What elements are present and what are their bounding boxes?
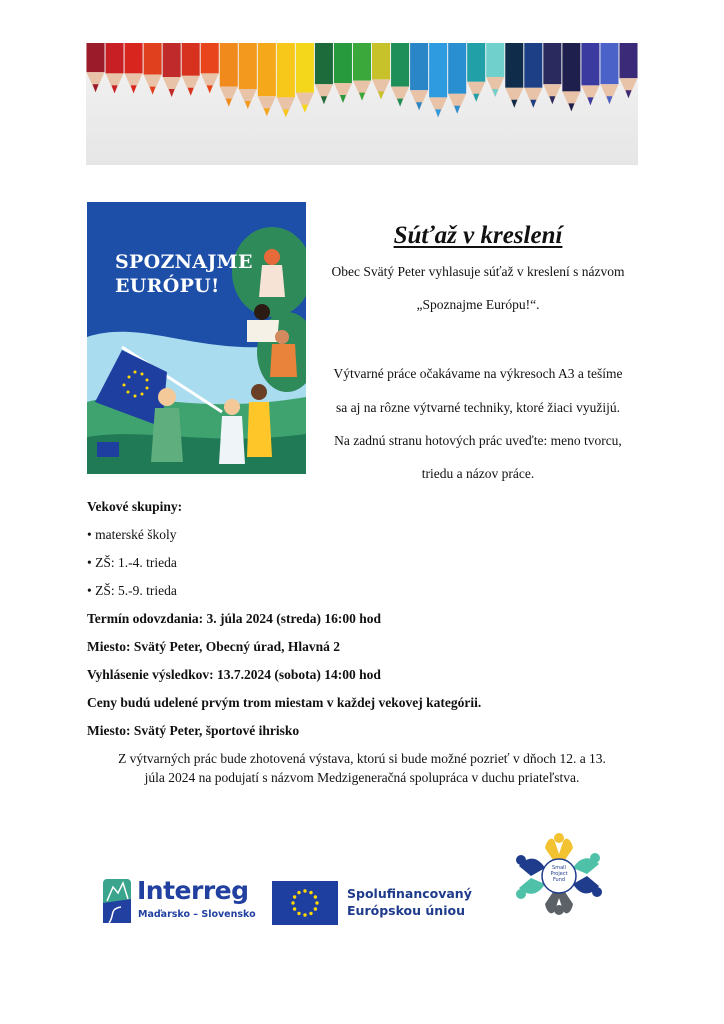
poster-illustration — [87, 202, 306, 474]
pencil — [334, 43, 352, 103]
pencil — [315, 43, 333, 104]
eu-text-line-1: Spolufinancovaný — [347, 886, 472, 901]
eu-star — [314, 907, 317, 910]
poster-title-line2: EURÓPU! — [115, 275, 220, 297]
eu-star — [303, 913, 306, 916]
deadline: Termín odovzdania: 3. júla 2024 (streda) 16:00 hod — [87, 611, 382, 626]
body-line-2: sa aj na rôzne výtvarné techniky, ktoré žiaci využijú. — [335, 400, 620, 415]
pencil — [125, 43, 143, 93]
pencil — [486, 43, 504, 97]
interreg-subtitle: Maďarsko – Slovensko — [138, 909, 256, 920]
closing-line-1: Z výtvarných prác bude zhotovená výstava, ktorú si bude možné pozrieť v dňoch 12. a 13. — [118, 751, 606, 766]
spf-text: Small Project Fund — [550, 865, 568, 883]
pencil — [296, 43, 314, 113]
pencil — [581, 43, 599, 105]
eu-cofunding-text — [347, 885, 472, 919]
small-project-fund-logo — [515, 833, 603, 919]
intro-line-1: Obec Svätý Peter vyhlasuje súťaž v kreslení s názvom — [331, 264, 625, 279]
pencil — [239, 43, 257, 109]
body-line-1: Výtvarné práce očakávame na výkresoch A3 a tešíme — [333, 366, 623, 381]
eu-star — [293, 895, 296, 898]
pencil — [505, 43, 523, 108]
eu-star — [303, 889, 306, 892]
pencil — [144, 43, 162, 95]
eu-flag-logo — [272, 881, 338, 925]
pencil — [467, 43, 485, 102]
colored-pencils-image — [86, 43, 638, 165]
intro-line-2: „Spoznajme Európu!“. — [416, 297, 540, 312]
pencil — [258, 43, 276, 116]
pencil — [448, 43, 466, 114]
pencil — [600, 43, 618, 104]
pencil — [391, 43, 409, 107]
body-line-3: Na zadnú stranu hotových prác uveďte: meno tvorcu, — [334, 433, 622, 448]
age-group-item: • ZŠ: 1.-4. trieda — [87, 555, 177, 570]
eu-emblem — [97, 442, 119, 457]
pencil — [429, 43, 447, 117]
pencil — [182, 43, 200, 96]
pencil — [163, 43, 181, 97]
event-place: Miesto: Svätý Peter, športové ihrisko — [87, 723, 300, 738]
submission-place: Miesto: Svätý Peter, Obecný úrad, Hlavná 2 — [87, 639, 340, 654]
body-line-4: triedu a názov práce. — [421, 466, 535, 481]
eu-star — [314, 895, 317, 898]
results-announcement: Vyhlásenie výsledkov: 13.7.2024 (sobota) 14:00 hod — [87, 667, 381, 682]
pencil — [353, 43, 371, 101]
poster-image — [87, 202, 306, 474]
pencil — [106, 43, 124, 93]
pencil — [543, 43, 561, 104]
poster-title — [115, 250, 253, 298]
prizes: Ceny budú udelené prvým trom miestam v každej vekovej kategórii. — [87, 695, 482, 710]
interreg-mountain-icon — [103, 879, 131, 923]
interreg-logo — [103, 876, 263, 923]
interreg-wordmark: Interreg — [137, 876, 249, 905]
pencil — [201, 43, 219, 93]
pencil — [524, 43, 542, 108]
eu-star — [297, 891, 300, 894]
eu-star — [309, 891, 312, 894]
poster-title-line1: SPOZNAJME — [115, 251, 253, 273]
eu-star — [291, 901, 294, 904]
pencil — [372, 43, 390, 99]
eu-star — [297, 912, 300, 915]
pencil — [562, 43, 580, 111]
closing-line-2: júla 2024 na podujatí s názvom Medzigeneračná spolupráca v duchu priateľstva. — [144, 770, 580, 785]
eu-text-line-2: Európskou úniou — [347, 903, 465, 918]
pencils-banner — [86, 43, 638, 165]
age-group-item: • ZŠ: 5.-9. trieda — [87, 583, 177, 598]
age-groups-heading: Vekové skupiny: — [87, 499, 183, 514]
eu-star — [293, 907, 296, 910]
age-group-item: • materské školy — [87, 527, 177, 542]
pencil — [87, 43, 105, 92]
eu-stars-icon — [272, 881, 338, 925]
pencil — [619, 43, 637, 98]
pencil — [410, 43, 428, 110]
closing-paragraph — [86, 749, 638, 787]
document-title: Súťaž v kreslení — [393, 222, 563, 249]
pencil — [220, 43, 238, 107]
eu-star — [309, 912, 312, 915]
eu-star — [315, 901, 318, 904]
pencil — [277, 43, 295, 117]
